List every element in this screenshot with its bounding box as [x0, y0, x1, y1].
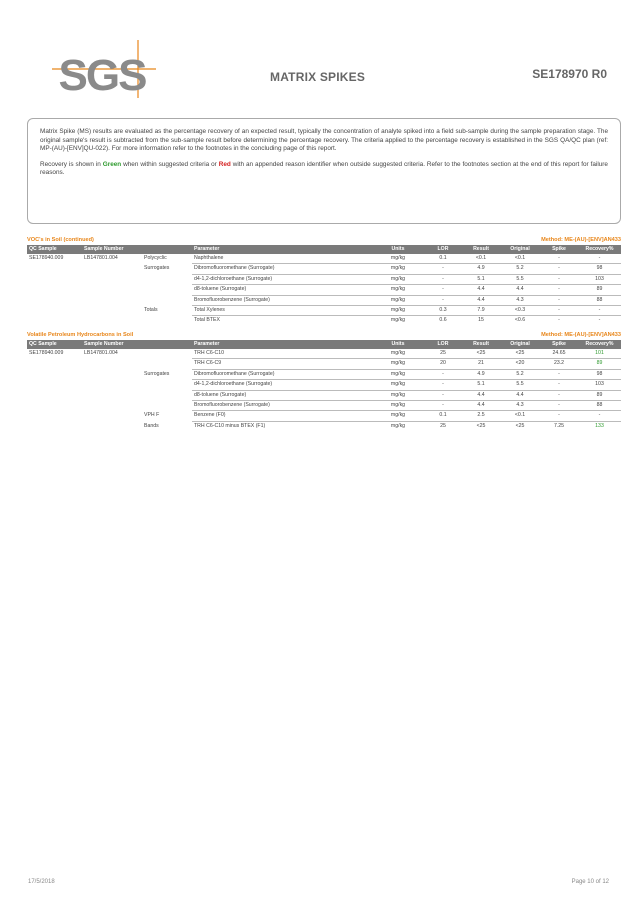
- qc-sample-cell: [27, 369, 82, 379]
- results-table: [27, 340, 621, 431]
- result-cell: <25: [462, 349, 500, 359]
- lor-cell: 0.3: [424, 306, 462, 316]
- footer-page-number: Page 10 of 12: [571, 879, 609, 885]
- red-label: Red: [218, 160, 231, 168]
- recovery-cell: 103: [578, 380, 621, 390]
- column-header: [142, 245, 192, 254]
- group-cell: [142, 349, 192, 359]
- spike-cell: -: [540, 264, 578, 274]
- parameter-cell: d4-1,2-dichloroethane (Surrogate): [192, 274, 372, 284]
- group-cell: [142, 380, 192, 390]
- lor-cell: 0.1: [424, 254, 462, 264]
- sample-number-cell: [82, 285, 142, 295]
- column-header: Units: [372, 245, 424, 254]
- spike-cell: -: [540, 369, 578, 379]
- original-cell: 5.5: [500, 380, 540, 390]
- original-cell: <0.6: [514, 317, 526, 324]
- qc-sample-cell: [27, 306, 82, 316]
- spike-cell: 7.25: [553, 422, 565, 429]
- result-cell: 7.9: [462, 306, 500, 316]
- column-header: [142, 340, 192, 349]
- units-cell: mg/kg: [372, 264, 424, 274]
- column-header: Sample Number: [82, 245, 142, 254]
- original-cell: 4.4: [500, 285, 540, 295]
- sample-number-cell: [82, 316, 142, 326]
- result-cell: 4.4: [462, 390, 500, 400]
- result-cell: 4.9: [462, 369, 500, 379]
- recovery-cell: -: [578, 254, 621, 264]
- group-cell: [142, 316, 192, 326]
- recovery-cell: -: [578, 411, 621, 421]
- section-method: Method: ME-(AU)-[ENV]AN433: [541, 332, 621, 338]
- sample-number-cell: [82, 401, 142, 411]
- recovery-cell: -: [598, 317, 601, 324]
- lor-cell: -: [424, 274, 462, 284]
- sample-number-cell: [82, 306, 142, 316]
- page-title: MATRIX SPIKES: [270, 70, 366, 84]
- qc-sample-cell: SE178940.009: [29, 350, 64, 357]
- group-cell: [142, 359, 192, 369]
- qc-sample-cell: [27, 274, 82, 284]
- table-row: [27, 264, 621, 274]
- result-cell: 2.5: [462, 411, 500, 421]
- units-cell: mg/kg: [372, 411, 424, 421]
- original-cell: <0.1: [500, 254, 540, 264]
- intro-text: Recovery is shown in: [40, 160, 101, 168]
- column-header: Parameter: [192, 245, 372, 254]
- parameter-cell: Dibromofluoromethane (Surrogate): [192, 369, 372, 379]
- qc-sample-cell: SE178940.009: [29, 255, 64, 262]
- spike-cell: 23.2: [540, 359, 578, 369]
- sample-number-cell: [82, 264, 142, 274]
- sample-number-cell: [82, 390, 142, 400]
- group-cell: VPH F: [144, 412, 160, 419]
- recovery-cell: 89: [578, 390, 621, 400]
- spike-cell: 24.65: [540, 349, 578, 359]
- lor-cell: -: [424, 390, 462, 400]
- original-cell: 5.5: [500, 274, 540, 284]
- original-cell: 4.4: [500, 390, 540, 400]
- lor-cell: -: [424, 285, 462, 295]
- qc-sample-cell: [27, 390, 82, 400]
- original-cell: <25: [500, 349, 540, 359]
- table-row: [27, 390, 621, 400]
- recovery-cell: 101: [578, 349, 621, 359]
- recovery-cell: 88: [578, 295, 621, 305]
- units-cell: mg/kg: [372, 349, 424, 359]
- column-header: Original: [500, 340, 540, 349]
- table-row: [27, 295, 621, 305]
- sample-number-cell: [82, 369, 142, 379]
- original-cell: 4.3: [500, 295, 540, 305]
- result-cell: 5.1: [462, 380, 500, 390]
- result-cell: 4.4: [462, 401, 500, 411]
- spike-cell: -: [540, 295, 578, 305]
- group-cell: [142, 274, 192, 284]
- group-cell: [142, 390, 192, 400]
- sgs-logo: [52, 40, 156, 98]
- column-header: Parameter: [192, 340, 372, 349]
- qc-sample-cell: [27, 421, 82, 431]
- parameter-cell: Total Xylenes: [192, 306, 372, 316]
- group-cell: Totals: [144, 307, 158, 314]
- column-header: Recovery%: [578, 245, 621, 254]
- sample-number-cell: [82, 295, 142, 305]
- parameter-cell: TRH C6-C9: [192, 359, 372, 369]
- recovery-cell: 98: [578, 369, 621, 379]
- lor-cell: 0.6: [439, 317, 447, 324]
- result-cell: 15: [478, 317, 484, 324]
- result-cell: 5.1: [462, 274, 500, 284]
- qc-sample-cell: [27, 316, 82, 326]
- units-cell: mg/kg: [372, 401, 424, 411]
- spike-cell: -: [540, 306, 578, 316]
- table-row: [27, 401, 621, 411]
- units-cell: mg/kg: [372, 380, 424, 390]
- parameter-cell: Bromofluorobenzene (Surrogate): [192, 401, 372, 411]
- result-cell: 21: [462, 359, 500, 369]
- parameter-cell: TRH C6-C10 minus BTEX (F1): [194, 422, 266, 429]
- intro-box: [27, 118, 621, 224]
- column-header: Original: [500, 245, 540, 254]
- units-cell: mg/kg: [372, 390, 424, 400]
- qc-sample-cell: [27, 295, 82, 305]
- lor-cell: 25: [440, 422, 446, 429]
- table-row: [27, 316, 621, 326]
- result-cell: <25: [476, 422, 486, 429]
- lor-cell: 20: [424, 359, 462, 369]
- lor-cell: 0.1: [424, 411, 462, 421]
- sample-number-cell: LB147801.004: [84, 255, 118, 262]
- table-header-row: [27, 245, 621, 254]
- column-header: Recovery%: [578, 340, 621, 349]
- result-cell: 4.4: [462, 295, 500, 305]
- original-cell: <20: [500, 359, 540, 369]
- units-cell: mg/kg: [372, 254, 424, 264]
- parameter-cell: d8-toluene (Surrogate): [192, 285, 372, 295]
- parameter-cell: Dibromofluoromethane (Surrogate): [192, 264, 372, 274]
- column-header: Result: [462, 245, 500, 254]
- spike-cell: -: [540, 411, 578, 421]
- group-cell: Polycyclic: [144, 255, 167, 262]
- group-cell: [142, 285, 192, 295]
- sample-number-cell: [82, 274, 142, 284]
- spike-cell: -: [540, 254, 578, 264]
- qc-sample-cell: [27, 380, 82, 390]
- recovery-cell: 133: [595, 422, 604, 429]
- result-cell: 4.4: [462, 285, 500, 295]
- units-cell: mg/kg: [372, 306, 424, 316]
- group-cell: Bands: [144, 422, 159, 429]
- sample-number-cell: [82, 380, 142, 390]
- units-cell: mg/kg: [390, 422, 406, 429]
- lor-cell: -: [424, 369, 462, 379]
- original-cell: 5.2: [500, 369, 540, 379]
- table-row: [27, 306, 621, 316]
- column-header: QC Sample: [27, 340, 82, 349]
- parameter-cell: Naphthalene: [192, 254, 372, 264]
- table-row: [27, 411, 621, 421]
- parameter-cell: d8-toluene (Surrogate): [192, 390, 372, 400]
- intro-text: when within suggested criteria or: [123, 160, 217, 168]
- column-header: LOR: [424, 340, 462, 349]
- column-header: QC Sample: [27, 245, 82, 254]
- sample-number-cell: [82, 421, 142, 431]
- lor-cell: -: [424, 264, 462, 274]
- footer-date: 17/5/2018: [28, 879, 55, 885]
- section-volatile-petroleum: [27, 331, 621, 431]
- table-row: [27, 359, 621, 369]
- table-row: [27, 421, 621, 431]
- result-cell: <0.1: [462, 254, 500, 264]
- table-row: [27, 285, 621, 295]
- report-id: SE178970 R0: [532, 67, 607, 81]
- green-label: Green: [102, 160, 122, 168]
- lor-cell: -: [424, 401, 462, 411]
- qc-sample-cell: [27, 264, 82, 274]
- column-header: Result: [462, 340, 500, 349]
- section-voc-in-soil: [27, 236, 621, 326]
- table-row: [27, 254, 621, 264]
- units-cell: mg/kg: [372, 369, 424, 379]
- table-row: [27, 380, 621, 390]
- results-table: [27, 245, 621, 326]
- spike-cell: -: [540, 285, 578, 295]
- sgs-logo-text: SGS: [58, 51, 146, 98]
- parameter-cell: TRH C6-C10: [192, 349, 372, 359]
- qc-sample-cell: [27, 401, 82, 411]
- result-cell: 4.9: [462, 264, 500, 274]
- lor-cell: 25: [424, 349, 462, 359]
- lor-cell: -: [424, 380, 462, 390]
- group-cell: Surrogates: [144, 370, 170, 377]
- table-header-row: [27, 340, 621, 349]
- section-header: [27, 236, 621, 245]
- intro-text: with an appended reason identifier when outside suggested criteria. Refer to the footnotes section at the end of this report for failure reasons.: [40, 160, 608, 177]
- column-header: Units: [372, 340, 424, 349]
- original-cell: 5.2: [500, 264, 540, 274]
- units-cell: mg/kg: [372, 274, 424, 284]
- units-cell: mg/kg: [372, 295, 424, 305]
- section-title: VOC's in Soil (continued): [27, 237, 94, 243]
- parameter-cell: d4-1,2-dichloroethane (Surrogate): [192, 380, 372, 390]
- parameter-cell: Total BTEX: [194, 317, 220, 324]
- intro-paragraph-2: [40, 161, 608, 178]
- spike-cell: -: [558, 317, 560, 324]
- spike-cell: -: [540, 401, 578, 411]
- table-row: [27, 274, 621, 284]
- qc-sample-cell: [27, 411, 82, 421]
- qc-sample-cell: [27, 359, 82, 369]
- sample-number-cell: [82, 411, 142, 421]
- group-cell: [142, 295, 192, 305]
- parameter-cell: Benzene (F0): [192, 411, 372, 421]
- recovery-cell: 98: [578, 264, 621, 274]
- sample-number-cell: [82, 359, 142, 369]
- spike-cell: -: [540, 274, 578, 284]
- original-cell: <0.1: [500, 411, 540, 421]
- recovery-cell: 89: [578, 359, 621, 369]
- original-cell: 4.3: [500, 401, 540, 411]
- units-cell: mg/kg: [390, 317, 406, 324]
- parameter-cell: Bromofluorobenzene (Surrogate): [192, 295, 372, 305]
- section-title: Volatile Petroleum Hydrocarbons in Soil: [27, 332, 134, 338]
- table-row: [27, 349, 621, 359]
- original-cell: <0.3: [500, 306, 540, 316]
- units-cell: mg/kg: [372, 359, 424, 369]
- spike-cell: -: [540, 390, 578, 400]
- group-cell: Surrogates: [144, 265, 170, 272]
- column-header: Sample Number: [82, 340, 142, 349]
- column-header: LOR: [424, 245, 462, 254]
- original-cell: <25: [515, 422, 525, 429]
- qc-sample-cell: [27, 285, 82, 295]
- group-cell: [142, 401, 192, 411]
- recovery-cell: 103: [578, 274, 621, 284]
- recovery-cell: -: [578, 306, 621, 316]
- table-row: [27, 369, 621, 379]
- lor-cell: -: [424, 295, 462, 305]
- column-header: Spike: [540, 340, 578, 349]
- spike-cell: -: [540, 380, 578, 390]
- section-method: Method: ME-(AU)-[ENV]AN433: [541, 237, 621, 243]
- units-cell: mg/kg: [372, 285, 424, 295]
- intro-paragraph-1: Matrix Spike (MS) results are evaluated as the percentage recovery of an expected result, typically the concentration of analyte spiked into a field sub-sample during the sample preparation stage. The original sample's result is subtracted from the sub-sample result before determining the percentage recovery. The criteria applied to the percentage recovery is established in the SGS QA/QC plan (ref: MP-(AU)-[ENV]QU-022). For more information refer to the footnotes in the concluding page of this report.: [40, 128, 608, 153]
- recovery-cell: 88: [578, 401, 621, 411]
- section-header: [27, 331, 621, 340]
- sample-number-cell: LB147801.004: [84, 350, 118, 357]
- column-header: Spike: [540, 245, 578, 254]
- recovery-cell: 89: [578, 285, 621, 295]
